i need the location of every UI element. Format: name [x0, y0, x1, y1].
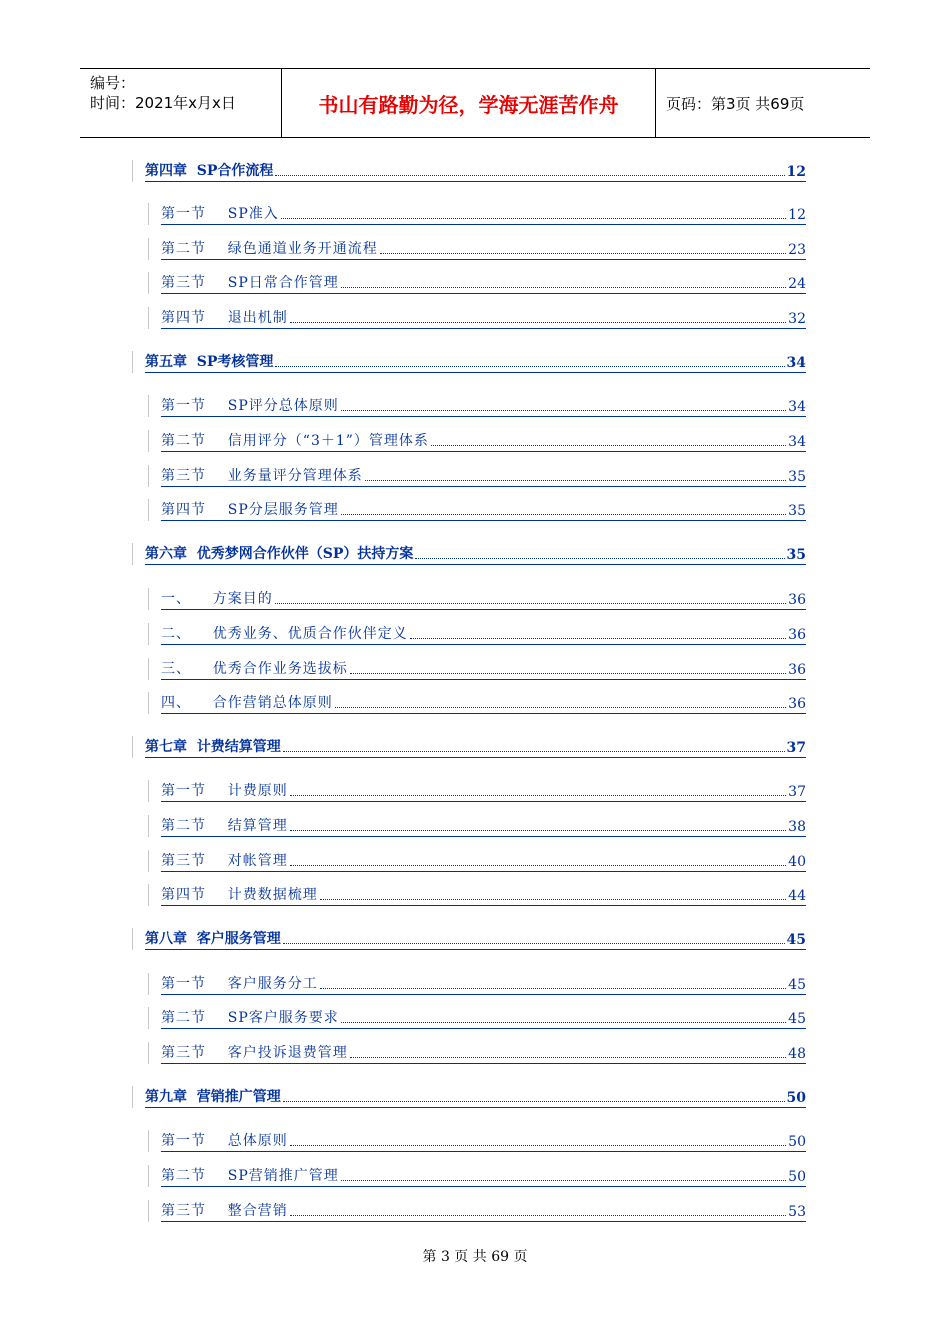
toc-link[interactable]: [161, 1200, 806, 1222]
header-meta: [80, 69, 282, 137]
toc-link[interactable]: [161, 499, 806, 521]
toc-entry[interactable]: [148, 272, 806, 294]
toc-entry-label: 一、 方案目的: [161, 591, 273, 607]
toc-link[interactable]: [161, 658, 806, 680]
toc-entry-label: 第二节 SP营销推广管理: [161, 1168, 339, 1184]
toc-leader-dots: [290, 1215, 786, 1216]
toc-link[interactable]: [145, 160, 806, 182]
toc-entry[interactable]: [148, 815, 806, 837]
toc-entry[interactable]: [148, 395, 806, 417]
toc-leader-dots: [415, 558, 784, 559]
toc-leader-dots: [275, 603, 786, 604]
toc-entry[interactable]: [132, 928, 806, 950]
toc-entry-label: 第五章 SP考核管理: [145, 354, 274, 370]
toc-leader-dots: [283, 943, 785, 944]
page-footer: 第 3 页 共 69 页: [422, 1249, 528, 1265]
toc-entry-label: 第二节 结算管理: [161, 818, 288, 834]
toc-entry[interactable]: [132, 1086, 806, 1108]
toc-link[interactable]: [161, 395, 806, 417]
toc-page-number: 36: [788, 662, 806, 678]
toc-link[interactable]: [161, 1130, 806, 1152]
toc-page-number: 35: [786, 547, 806, 563]
toc-entry[interactable]: [148, 973, 806, 995]
toc-leader-dots: [290, 322, 786, 323]
toc-leader-dots: [410, 638, 786, 639]
toc-entry[interactable]: [148, 780, 806, 802]
toc-entry-label: 第七章 计费结算管理: [145, 739, 281, 755]
toc-page-number: 38: [788, 819, 806, 835]
toc-leader-dots: [341, 1180, 786, 1181]
toc-link[interactable]: [161, 850, 806, 872]
toc-page-number: 40: [788, 854, 806, 870]
toc-leader-dots: [290, 830, 786, 831]
toc-page-number: 34: [786, 355, 806, 371]
toc-link[interactable]: [145, 351, 806, 373]
toc-entry-label: 第一节 总体原则: [161, 1133, 288, 1149]
toc-leader-dots: [365, 480, 786, 481]
toc-entry[interactable]: [148, 588, 806, 610]
toc-entry-label: 第二节 SP客户服务要求: [161, 1010, 339, 1026]
toc-entry-label: 第四节 计费数据梳理: [161, 887, 318, 903]
toc-entry-label: 第三节 对帐管理: [161, 853, 288, 869]
toc-page-number: 45: [786, 932, 806, 948]
toc-leader-dots: [341, 1022, 786, 1023]
toc-leader-dots: [283, 751, 785, 752]
toc-page-number: 36: [788, 592, 806, 608]
toc-link[interactable]: [161, 1042, 806, 1064]
toc-leader-dots: [283, 1101, 785, 1102]
toc-link[interactable]: [161, 465, 806, 487]
toc-entry-label: 第二节 信用评分（“3＋1”）管理体系: [161, 433, 429, 449]
toc-link[interactable]: [161, 238, 806, 260]
toc-entry[interactable]: [148, 1165, 806, 1187]
toc-entry-label: 第四节 退出机制: [161, 310, 288, 326]
toc-leader-dots: [341, 514, 786, 515]
toc-entry-label: 二、 优秀业务、优质合作伙伴定义: [161, 626, 408, 642]
toc-entry[interactable]: [132, 351, 806, 373]
toc-leader-dots: [335, 707, 786, 708]
toc-page-number: 12: [786, 164, 806, 180]
toc-entry-label: 第一节 SP准入: [161, 206, 279, 222]
header-page-info: 页码：第3页 共69页: [666, 94, 805, 113]
toc-leader-dots: [350, 673, 786, 674]
toc-entry[interactable]: [148, 307, 806, 329]
toc-page-number: 35: [788, 503, 806, 519]
toc-page-number: 48: [788, 1046, 806, 1062]
toc-link[interactable]: [161, 623, 806, 645]
toc-link[interactable]: [161, 272, 806, 294]
toc-leader-dots: [290, 1145, 786, 1146]
time-label: 时间：2021年x月x日: [90, 94, 236, 112]
toc-page-number: 44: [788, 888, 806, 904]
toc-entry[interactable]: [132, 736, 806, 758]
toc-entry-label: 第三节 SP日常合作管理: [161, 275, 339, 291]
toc-entry[interactable]: [148, 692, 806, 714]
toc-entry[interactable]: [148, 430, 806, 452]
toc-page-number: 35: [788, 469, 806, 485]
toc-page-number: 37: [788, 784, 806, 800]
toc-entry-label: 第四章 SP合作流程: [145, 163, 274, 179]
toc-entry[interactable]: [132, 160, 806, 182]
toc-link[interactable]: [145, 1086, 806, 1108]
toc-entry-label: 第四节 SP分层服务管理: [161, 502, 339, 518]
toc-entry[interactable]: [148, 238, 806, 260]
toc-entry-label: 第一节 SP评分总体原则: [161, 398, 339, 414]
toc-leader-dots: [275, 366, 784, 367]
toc-page-number: 50: [788, 1169, 806, 1185]
toc-link[interactable]: [161, 1165, 806, 1187]
toc-entry-label: 第九章 营销推广管理: [145, 1089, 281, 1105]
toc-page-number: 34: [788, 434, 806, 450]
toc-entry-label: 三、 优秀合作业务选拔标: [161, 661, 348, 677]
toc-leader-dots: [350, 1057, 786, 1058]
toc-entry[interactable]: [148, 850, 806, 872]
toc-entry[interactable]: [148, 658, 806, 680]
toc-leader-dots: [290, 865, 786, 866]
toc-page-number: 24: [788, 276, 806, 292]
toc-leader-dots: [431, 445, 786, 446]
toc-entry-label: 第三节 客户投诉退费管理: [161, 1045, 348, 1061]
toc-page-number: 32: [788, 311, 806, 327]
toc-leader-dots: [275, 175, 784, 176]
toc-page-number: 34: [788, 399, 806, 415]
toc-link[interactable]: [161, 430, 806, 452]
toc-page-number: 37: [786, 740, 806, 756]
toc-leader-dots: [341, 410, 786, 411]
toc-page-number: 12: [788, 207, 806, 223]
header-motto: 书山有路勤为径，学海无涯苦作舟: [282, 69, 656, 137]
toc-link[interactable]: [161, 588, 806, 610]
toc-leader-dots: [281, 218, 786, 219]
toc-leader-dots: [380, 253, 786, 254]
toc-link[interactable]: [161, 203, 806, 225]
toc-entry[interactable]: [132, 543, 806, 565]
toc-link[interactable]: [161, 780, 806, 802]
toc-link[interactable]: [145, 543, 806, 565]
toc-leader-dots: [320, 899, 786, 900]
toc-entry-label: 第一节 计费原则: [161, 783, 288, 799]
toc-entry[interactable]: [148, 623, 806, 645]
toc-leader-dots: [320, 988, 786, 989]
toc-leader-dots: [290, 795, 786, 796]
toc-link[interactable]: [161, 307, 806, 329]
number-label: 编号：: [90, 74, 136, 92]
toc-page-number: 36: [788, 627, 806, 643]
toc-link[interactable]: [161, 884, 806, 906]
toc-entry-label: 第二节 绿色通道业务开通流程: [161, 241, 378, 257]
toc-link[interactable]: [145, 928, 806, 950]
toc-page-number: 45: [788, 977, 806, 993]
toc-link[interactable]: [161, 815, 806, 837]
toc-link[interactable]: [161, 1007, 806, 1029]
toc-entry-label: 第六章 优秀梦网合作伙伴（SP）扶持方案: [145, 546, 414, 562]
toc-page-number: 45: [788, 1011, 806, 1027]
toc-entry[interactable]: [148, 884, 806, 906]
toc-entry[interactable]: [148, 1200, 806, 1222]
toc-page-number: 50: [788, 1134, 806, 1150]
toc-entry[interactable]: [148, 1007, 806, 1029]
toc-leader-dots: [341, 287, 786, 288]
toc-entry-label: 第一节 客户服务分工: [161, 976, 318, 992]
toc-page-number: 50: [786, 1090, 806, 1106]
toc-page-number: 23: [788, 242, 806, 258]
toc-entry-label: 第三节 业务量评分管理体系: [161, 468, 363, 484]
toc-link[interactable]: [145, 736, 806, 758]
toc-entry[interactable]: [148, 465, 806, 487]
toc-entry[interactable]: [148, 499, 806, 521]
toc-page-number: 53: [788, 1204, 806, 1220]
page-header: [80, 68, 870, 138]
toc-page-number: 36: [788, 696, 806, 712]
toc-entry-label: 四、 合作营销总体原则: [161, 695, 333, 711]
toc-link[interactable]: [161, 692, 806, 714]
toc-entry-label: 第八章 客户服务管理: [145, 931, 281, 947]
toc-entry[interactable]: [148, 203, 806, 225]
toc-entry-label: 第三节 整合营销: [161, 1203, 288, 1219]
toc-entry[interactable]: [148, 1042, 806, 1064]
toc-link[interactable]: [161, 973, 806, 995]
toc-entry[interactable]: [148, 1130, 806, 1152]
